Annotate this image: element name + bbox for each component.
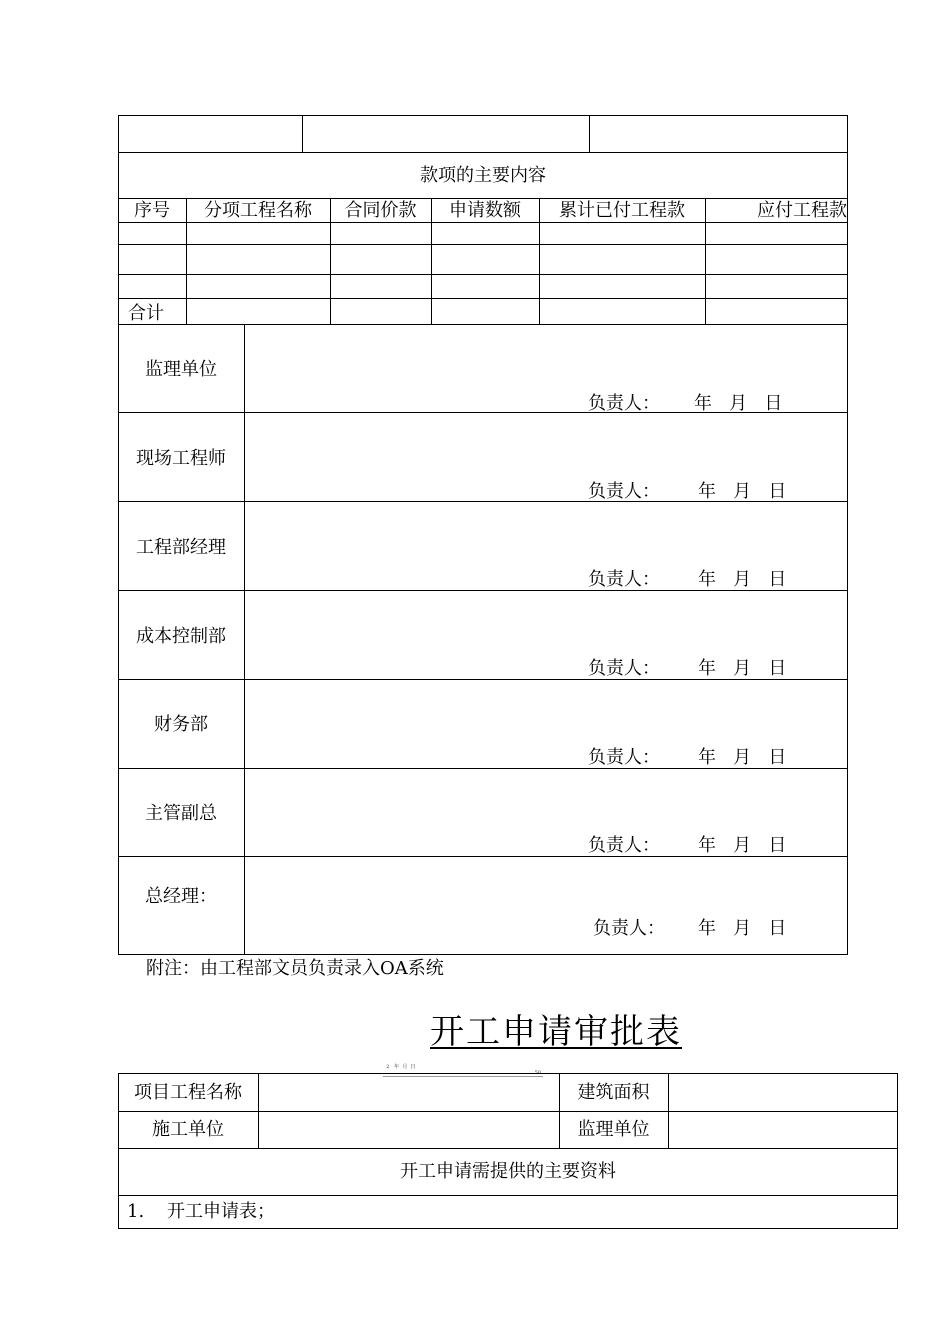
form-subtitle <box>383 1058 543 1077</box>
responsible-label: 负责人： <box>588 835 660 856</box>
project-name-label: 项目工程名称 <box>134 1082 242 1103</box>
column-header: 累计已付工程款 <box>559 200 685 221</box>
table-border <box>118 298 848 299</box>
table-border <box>302 115 303 152</box>
table-border <box>118 1148 898 1149</box>
table-border <box>847 115 848 954</box>
table-border <box>118 324 848 325</box>
form-title: 开工申请审批表 <box>430 1012 682 1052</box>
table-border <box>118 1195 898 1196</box>
date-label: 年 月 日 <box>698 835 787 856</box>
date-label: 年 月 日 <box>698 918 787 939</box>
footnote: 附注：由工程部文员负责录入OA系统 <box>146 958 444 979</box>
table-border <box>589 115 590 152</box>
total-label: 合计 <box>128 303 164 324</box>
table-border <box>118 198 848 199</box>
approval-label: 现场工程师 <box>136 448 226 469</box>
table-border <box>539 222 540 324</box>
subtitle-number: 50 <box>534 1070 541 1076</box>
responsible-label: 负责人： <box>588 481 660 502</box>
table-border <box>186 222 187 324</box>
responsible-label: 负责人： <box>588 393 660 414</box>
date-label: 年 月 日 <box>698 569 787 590</box>
table-border <box>118 115 119 954</box>
approval-label: 监理单位 <box>145 359 217 380</box>
table-border <box>705 222 706 324</box>
table-border <box>330 222 331 324</box>
table-border <box>258 1073 259 1148</box>
table-border <box>118 244 848 245</box>
table-border <box>118 856 848 857</box>
column-header: 分项工程名称 <box>204 200 312 221</box>
table-border <box>897 1073 898 1228</box>
table-border <box>118 222 848 223</box>
column-header: 申请数额 <box>449 200 521 221</box>
table-border <box>118 1073 898 1074</box>
responsible-label: 负责人： <box>588 747 660 768</box>
column-header: 序号 <box>134 200 170 221</box>
table-border <box>118 1228 898 1229</box>
responsible-label: 负责人： <box>588 569 660 590</box>
approval-label: 总经理： <box>145 886 217 907</box>
table-border <box>118 274 848 275</box>
date-label: 年 月 日 <box>698 747 787 768</box>
responsible-label: 负责人： <box>593 918 665 939</box>
table-border <box>118 679 848 680</box>
table-border <box>118 768 848 769</box>
responsible-label: 负责人： <box>588 658 660 679</box>
approval-label: 工程部经理 <box>136 537 226 558</box>
date-label: 年 月 日 <box>698 481 787 502</box>
date-label: 年 月 日 <box>698 658 787 679</box>
table-border <box>668 1073 669 1148</box>
table-border <box>118 1111 898 1112</box>
material-item: 1. 开工申请表； <box>127 1201 276 1222</box>
construction-unit-label: 施工单位 <box>152 1119 224 1140</box>
table-border <box>118 115 848 116</box>
supervision-unit-label: 监理单位 <box>577 1119 650 1140</box>
approval-label: 财务部 <box>154 714 208 735</box>
column-header: 合同价款 <box>344 200 417 221</box>
table-border <box>244 324 245 954</box>
table-border <box>431 222 432 324</box>
table-border <box>118 590 848 591</box>
building-area-label: 建筑面积 <box>577 1082 650 1103</box>
materials-title: 开工申请需提供的主要资料 <box>400 1161 616 1182</box>
table-border <box>118 152 848 153</box>
subtitle-date: 2 年 月 日 <box>386 1064 416 1070</box>
column-header: 应付工程款 <box>757 200 847 221</box>
approval-label: 主管副总 <box>145 803 217 824</box>
table-border <box>118 954 848 955</box>
section-title: 款项的主要内容 <box>420 165 546 186</box>
approval-label: 成本控制部 <box>136 626 226 647</box>
date-label: 年 月 日 <box>694 393 783 414</box>
